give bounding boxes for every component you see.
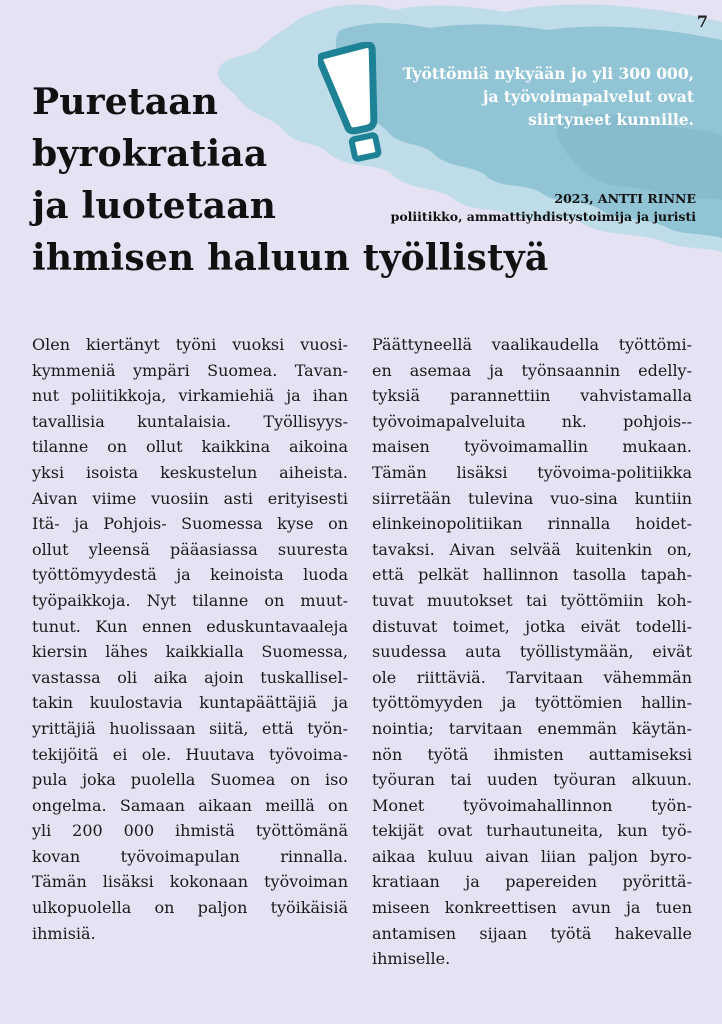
text-line: Tämän lisäksi työvoima-politiikka bbox=[372, 462, 692, 482]
text-line: että pelkät hallinnon tasolla tapah- bbox=[372, 565, 692, 585]
quote-line: ja työvoimapalvelut ovat bbox=[482, 87, 694, 106]
text-line: Olen kiertänyt työni vuoksi vuosi- bbox=[32, 335, 348, 354]
text-line: tuvat muutokset tai työttömiin koh- bbox=[372, 590, 692, 610]
title-line: ja luotetaan bbox=[32, 185, 277, 227]
text-line: ihmiselle. bbox=[372, 949, 451, 969]
text-line: kiersin lähes kaikkialla Suomessa, bbox=[32, 642, 348, 662]
title-line: Puretaan bbox=[32, 81, 219, 123]
text-line: Päättyneellä vaalikaudella työttömi- bbox=[372, 335, 692, 354]
text-line: työttömyyden ja työttömien hallin- bbox=[372, 693, 692, 713]
title-line: ihmisen haluun työllistyä bbox=[32, 237, 549, 279]
text-line: tavallisia kuntalaisia. Työllisyys- bbox=[32, 411, 348, 431]
text-line: työvoimapalveluita nk. pohjois-- bbox=[372, 411, 692, 431]
text-line: ulkopuolella on paljon työikäisiä bbox=[32, 898, 348, 918]
title-line: byrokratiaa bbox=[32, 133, 268, 175]
author-role: poliitikko, ammattiyhdistystoimija ja juristi bbox=[390, 209, 696, 224]
text-line: tyksiä parannettiin vahvistamalla bbox=[372, 386, 692, 406]
text-line: nön työtä ihmisten auttamiseksi bbox=[372, 744, 692, 764]
author-year-name: 2023, ANTTI RINNE bbox=[554, 191, 696, 206]
text-line: kovan työvoimapulan rinnalla. bbox=[32, 846, 348, 866]
text-line: antamisen sijaan työtä hakevalle bbox=[372, 923, 692, 943]
text-line: nointia; tarvitaan enemmän käytän- bbox=[372, 718, 692, 738]
text-line: Itä- ja Pohjois- Suomessa kyse on bbox=[32, 514, 348, 534]
right-column bbox=[372, 332, 692, 972]
text-line: tilanne on ollut kaikkina aikoina bbox=[32, 437, 348, 457]
text-line: ollut yleensä pääasiassa suuresta bbox=[32, 539, 348, 559]
text-line: Aivan viime vuosiin asti erityisesti bbox=[32, 488, 348, 508]
text-line: yli 200 000 ihmistä työttömänä bbox=[32, 821, 348, 841]
text-line: pula joka puolella Suomea on iso bbox=[32, 770, 348, 790]
quote-line: siirtyneet kunnille. bbox=[528, 110, 694, 129]
text-line: en asemaa ja työnsaannin edelly- bbox=[372, 360, 692, 380]
text-line: Monet työvoimahallinnon työn- bbox=[372, 795, 692, 815]
pull-quote bbox=[354, 62, 694, 131]
text-line: tunut. Kun ennen eduskuntavaaleja bbox=[32, 616, 348, 636]
text-line: elinkeinopolitiikan rinnalla hoidet- bbox=[372, 514, 692, 534]
text-line: ongelma. Samaan aikaan meillä on bbox=[32, 795, 348, 815]
text-line: Tämän lisäksi kokonaan työvoiman bbox=[32, 872, 348, 892]
text-line: ihmisiä. bbox=[32, 923, 96, 943]
text-line: distuvat toimet, jotka eivät todelli- bbox=[372, 616, 692, 636]
text-line: maisen työvoimamallin mukaan. bbox=[372, 437, 692, 457]
text-line: työuran tai uuden työuran alkuun. bbox=[372, 770, 692, 790]
text-line: yksi isoista keskustelun aiheista. bbox=[32, 462, 348, 482]
text-line: aikaa kuluu aivan liian paljon byro- bbox=[372, 846, 692, 866]
text-line: työpaikkoja. Nyt tilanne on muut- bbox=[32, 590, 348, 610]
author-attribution bbox=[391, 190, 696, 226]
text-line: kratiaan ja papereiden pyörittä- bbox=[372, 872, 692, 892]
text-line: tavaksi. Aivan selvää kuitenkin on, bbox=[372, 539, 692, 559]
text-line: kymmeniä ympäri Suomea. Tavan- bbox=[32, 360, 348, 380]
text-line: nut poliitikkoja, virkamiehiä ja ihan bbox=[32, 386, 348, 406]
quote-line: Työttömiä nykyään jo yli 300 000, bbox=[402, 64, 694, 83]
text-line: tekijät ovat turhautuneita, kun työ- bbox=[372, 821, 692, 841]
text-line: ole riittäviä. Tarvitaan vähemmän bbox=[372, 667, 692, 687]
text-line: suudessa auta työllistymään, eivät bbox=[372, 642, 692, 662]
text-line: työttömyydestä ja keinoista luoda bbox=[32, 565, 348, 585]
text-line: takin kuulostavia kuntapäättäjiä ja bbox=[32, 693, 348, 713]
text-line: miseen konkreettisen avun ja tuen bbox=[372, 898, 692, 918]
text-line: yrittäjiä huolissaan siitä, että työn- bbox=[32, 718, 348, 738]
text-line: vastassa oli aika ajoin tuskallisel- bbox=[32, 667, 348, 687]
text-line: siirretään tulevina vuo-sina kuntiin bbox=[372, 488, 692, 508]
page-number: 7 bbox=[696, 12, 708, 31]
left-column bbox=[32, 332, 348, 946]
text-line: tekijöitä ei ole. Huutava työvoima- bbox=[32, 744, 348, 764]
